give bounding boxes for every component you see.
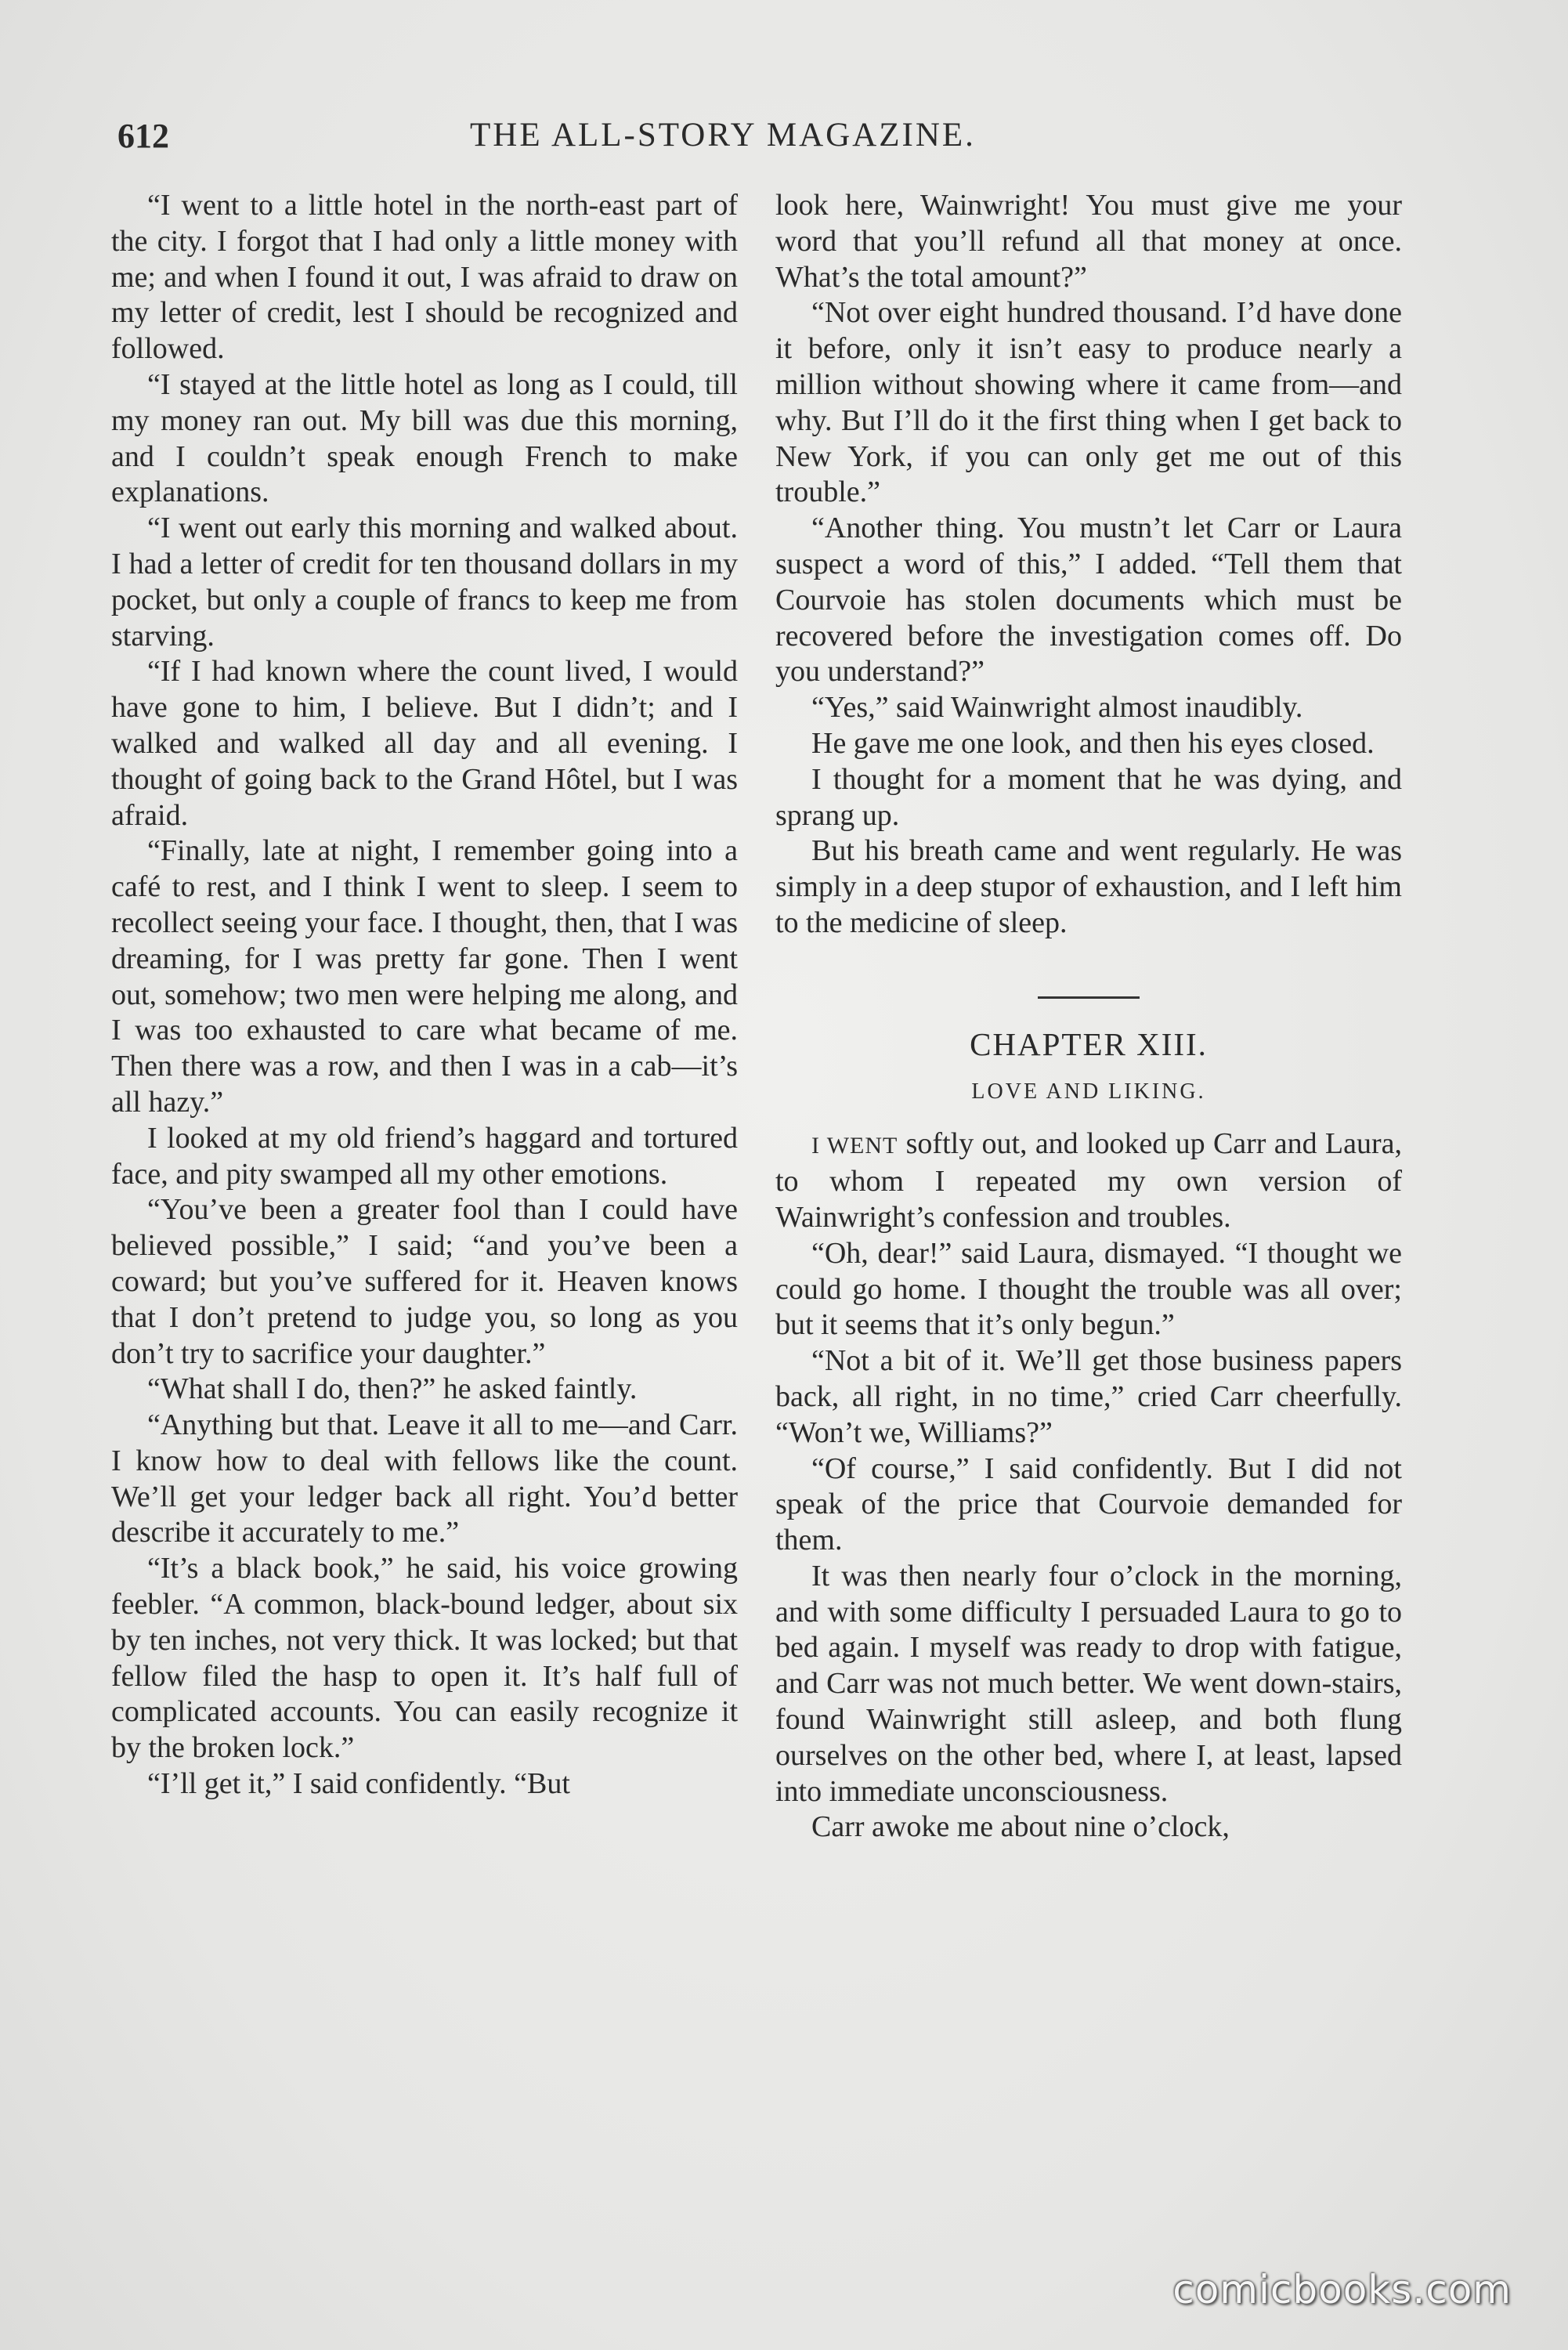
paragraph: It was then nearly four o’clock in the morning, and with some difficulty I persuaded Laura to go to bed again. I myself was ready to drop with fatigue, and Carr was not much better. We went down-stairs, found Wainwright still asleep, and both flung ourselves on the other bed, where I, at least, lapsed into immediate unconsciousness. (775, 1559, 1402, 1808)
right-column (775, 188, 1402, 1846)
paragraph: “It’s a black book,” he said, his voice growing feebler. “A common, black-bound ledger, about six by ten inches, not very thick. It was locked; but that fellow filed the hasp to open it. It’s half full of complicated accounts. You can easily recognize it by the broken lock.” (111, 1552, 738, 1765)
paragraph: “Another thing. You mustn’t let Carr or Laura suspect a word of this,” I added. “Tell them that Courvoie has stolen documents which must be recovered before the investigation comes off. Do you understand?” (775, 512, 1402, 689)
paragraph: I looked at my old friend’s haggard and tortured face, and pity swamped all my other emotions. (111, 1121, 738, 1191)
paragraph: “Not over eight hundred thousand. I’d have done it before, only it isn’t easy to produce nearly a million without showing where it came from—and why. But I’ll do it the first thing when I get back to New York, if you can only get me out of this trouble.” (775, 296, 1402, 509)
opening-smallcaps: I WENT (811, 1133, 898, 1159)
paragraph: “You’ve been a greater fool than I could have believed possible,” I said; “and you’ve been a coward; but you’ve suffered for it. Heaven knows that I don’t pretend to judge you, so long as you don’t try to sacrifice your daughter.” (111, 1193, 738, 1370)
paragraph: “Oh, dear!” said Laura, dismayed. “I thought we could go home. I thought the trouble was all over; but it seems that it’s only begun.” (775, 1236, 1402, 1342)
watermark: comicbooks.com (1172, 2267, 1512, 2312)
page-number: 612 (117, 117, 169, 155)
chapter-title: CHAPTER XIII. (970, 1025, 1208, 1062)
paragraph: Carr awoke me about nine o’clock, (811, 1810, 1230, 1844)
running-title: THE ALL-STORY MAGAZINE. (470, 117, 976, 154)
paragraph: “Anything but that. Leave it all to me—and Carr. I know how to deal with fellows like the count. We’ll get your ledger back all right. You’d better describe it accurately to me.” (111, 1408, 738, 1549)
section-divider (1038, 996, 1140, 999)
paragraph: “I stayed at the little hotel as long as I could, till my money ran out. My bill was due this morning, and I couldn’t speak enough French to make explanations. (111, 367, 738, 509)
paragraph: “I went out early this morning and walked about. I had a letter of credit for ten thousand dollars in my pocket, but only a couple of francs to keep me from starving. (111, 512, 738, 653)
opening-text: softly out, and looked up Carr and Laura, to whom I repeated my own version of Wainwright’s confession and troubles. (775, 1127, 1402, 1234)
chapter-opening-paragraph (775, 1126, 1402, 1235)
paragraph: “I’ll get it,” I said confidently. “But (147, 1767, 570, 1801)
left-column (111, 188, 738, 1802)
page-header (117, 110, 1425, 164)
paragraph: He gave me one look, and then his eyes closed. (811, 726, 1375, 760)
paragraph: “If I had known where the count lived, I would have gone to him, I believe. But I didn’t; and I walked and walked all day and all evening. I thought of going back to the Grand Hôtel, but I was afraid. (111, 655, 738, 832)
paragraph: “Not a bit of it. We’ll get those business papers back, all right, in no time,” cried Carr cheerfully. “Won’t we, Williams?” (775, 1344, 1402, 1449)
paragraph: “What shall I do, then?” he asked faintly. (147, 1372, 638, 1406)
chapter-subtitle: LOVE AND LIKING. (971, 1079, 1206, 1104)
paragraph: “Finally, late at night, I remember going into a café to rest, and I think I went to sleep. I seem to recollect seeing your face. I thought, then, that I was dreaming, for I was pretty far gone. Then I went out, somehow; two men were helping me along, and I was too exhausted to care what became of me. Then there was a row, and then I was in a cab—it’s all hazy.” (111, 834, 738, 1119)
paragraph: “I went to a little hotel in the north-east part of the city. I forgot that I had only a little money with me; and when I found it out, I was afraid to draw on my letter of credit, lest I should be recognized and followed. (111, 189, 738, 366)
continued-paragraph: look here, Wainwright! You must give me your word that you’ll refund all that money at once. What’s the total amount?” (775, 189, 1402, 294)
paragraph: But his breath came and went regularly. He was simply in a deep stupor of exhaustion, and I left him to the medicine of sleep. (775, 834, 1402, 939)
paragraph: I thought for a moment that he was dying, and sprang up. (775, 762, 1402, 832)
paragraph: “Of course,” I said confidently. But I did not speak of the price that Courvoie demanded for them. (775, 1452, 1402, 1557)
paragraph: “Yes,” said Wainwright almost inaudibly. (811, 691, 1303, 725)
